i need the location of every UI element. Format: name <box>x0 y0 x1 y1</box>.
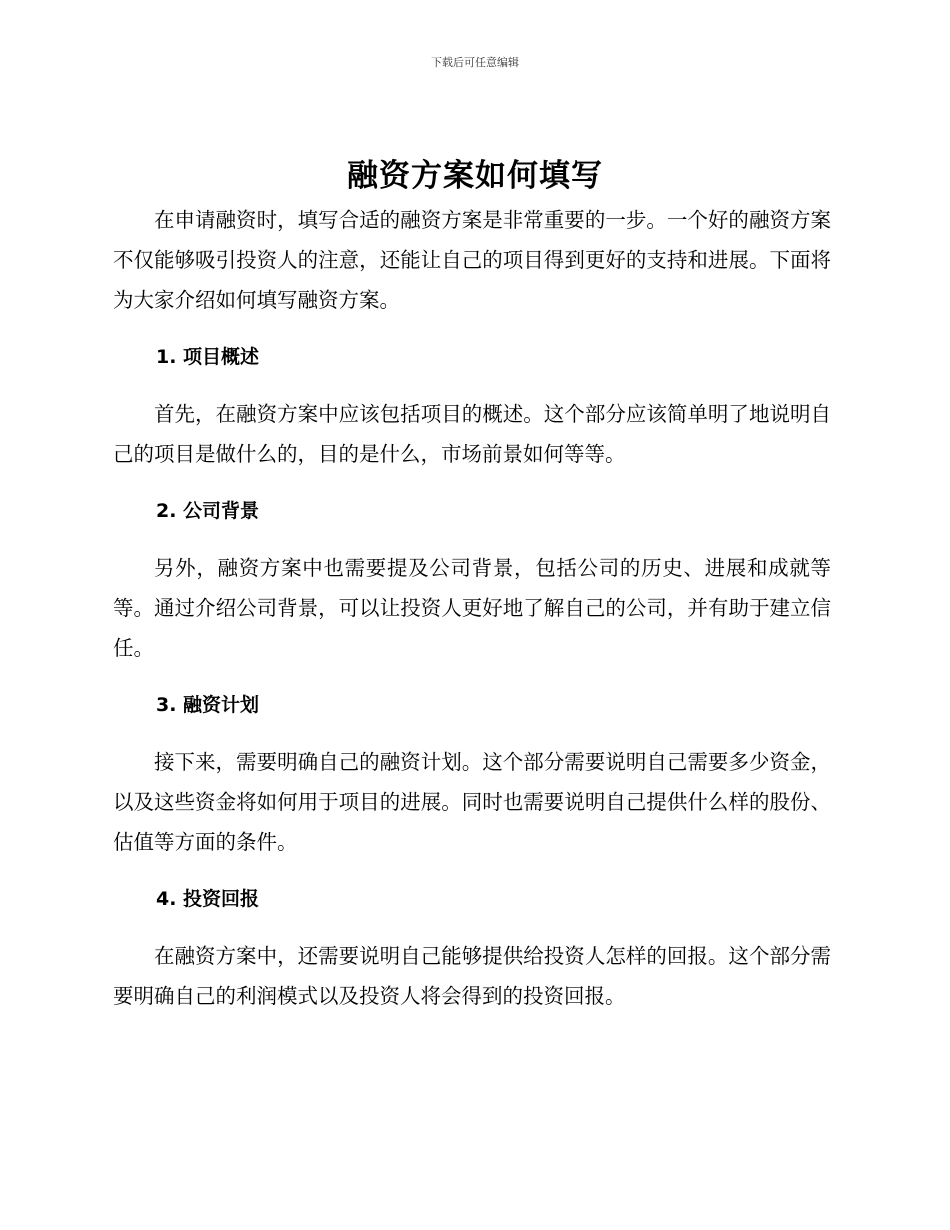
section-heading-financing-plan: 3. 融资计划 <box>156 694 260 716</box>
intro-paragraph: 在申请融资时，填写合适的融资方案是非常重要的一步。一个好的融资方案不仅能够吸引投资人的注意，还能让自己的项目得到更好的支持和进展。下面将为大家介绍如何填写融资方案。 <box>113 208 831 312</box>
section-body-company: 另外，融资方案中也需要提及公司背景，包括公司的历史、进展和成就等等。通过介绍公司背景，可以让投资人更好地了解自己的公司，并有助于建立信任。 <box>113 556 831 660</box>
document-body <box>113 200 831 1016</box>
section-heading-investment-return: 4. 投资回报 <box>156 888 260 910</box>
section-body-overview: 首先，在融资方案中应该包括项目的概述。这个部分应该简单明了地说明自己的项目是做什么的，目的是什么，市场前景如何等等。 <box>113 402 831 466</box>
section-heading-overview: 1. 项目概述 <box>156 346 260 368</box>
page-header: 下载后可任意编辑 <box>431 56 519 69</box>
section-body-financing-plan: 接下来，需要明确自己的融资计划。这个部分需要说明自己需要多少资金，以及这些资金将如何用于项目的进展。同时也需要说明自己提供什么样的股份、估值等方面的条件。 <box>113 750 831 854</box>
section-body-investment-return: 在融资方案中，还需要说明自己能够提供给投资人怎样的回报。这个部分需要明确自己的利润模式以及投资人将会得到的投资回报。 <box>113 944 831 1008</box>
document-title: 融资方案如何填写 <box>347 158 603 194</box>
section-heading-company: 2. 公司背景 <box>156 500 260 522</box>
